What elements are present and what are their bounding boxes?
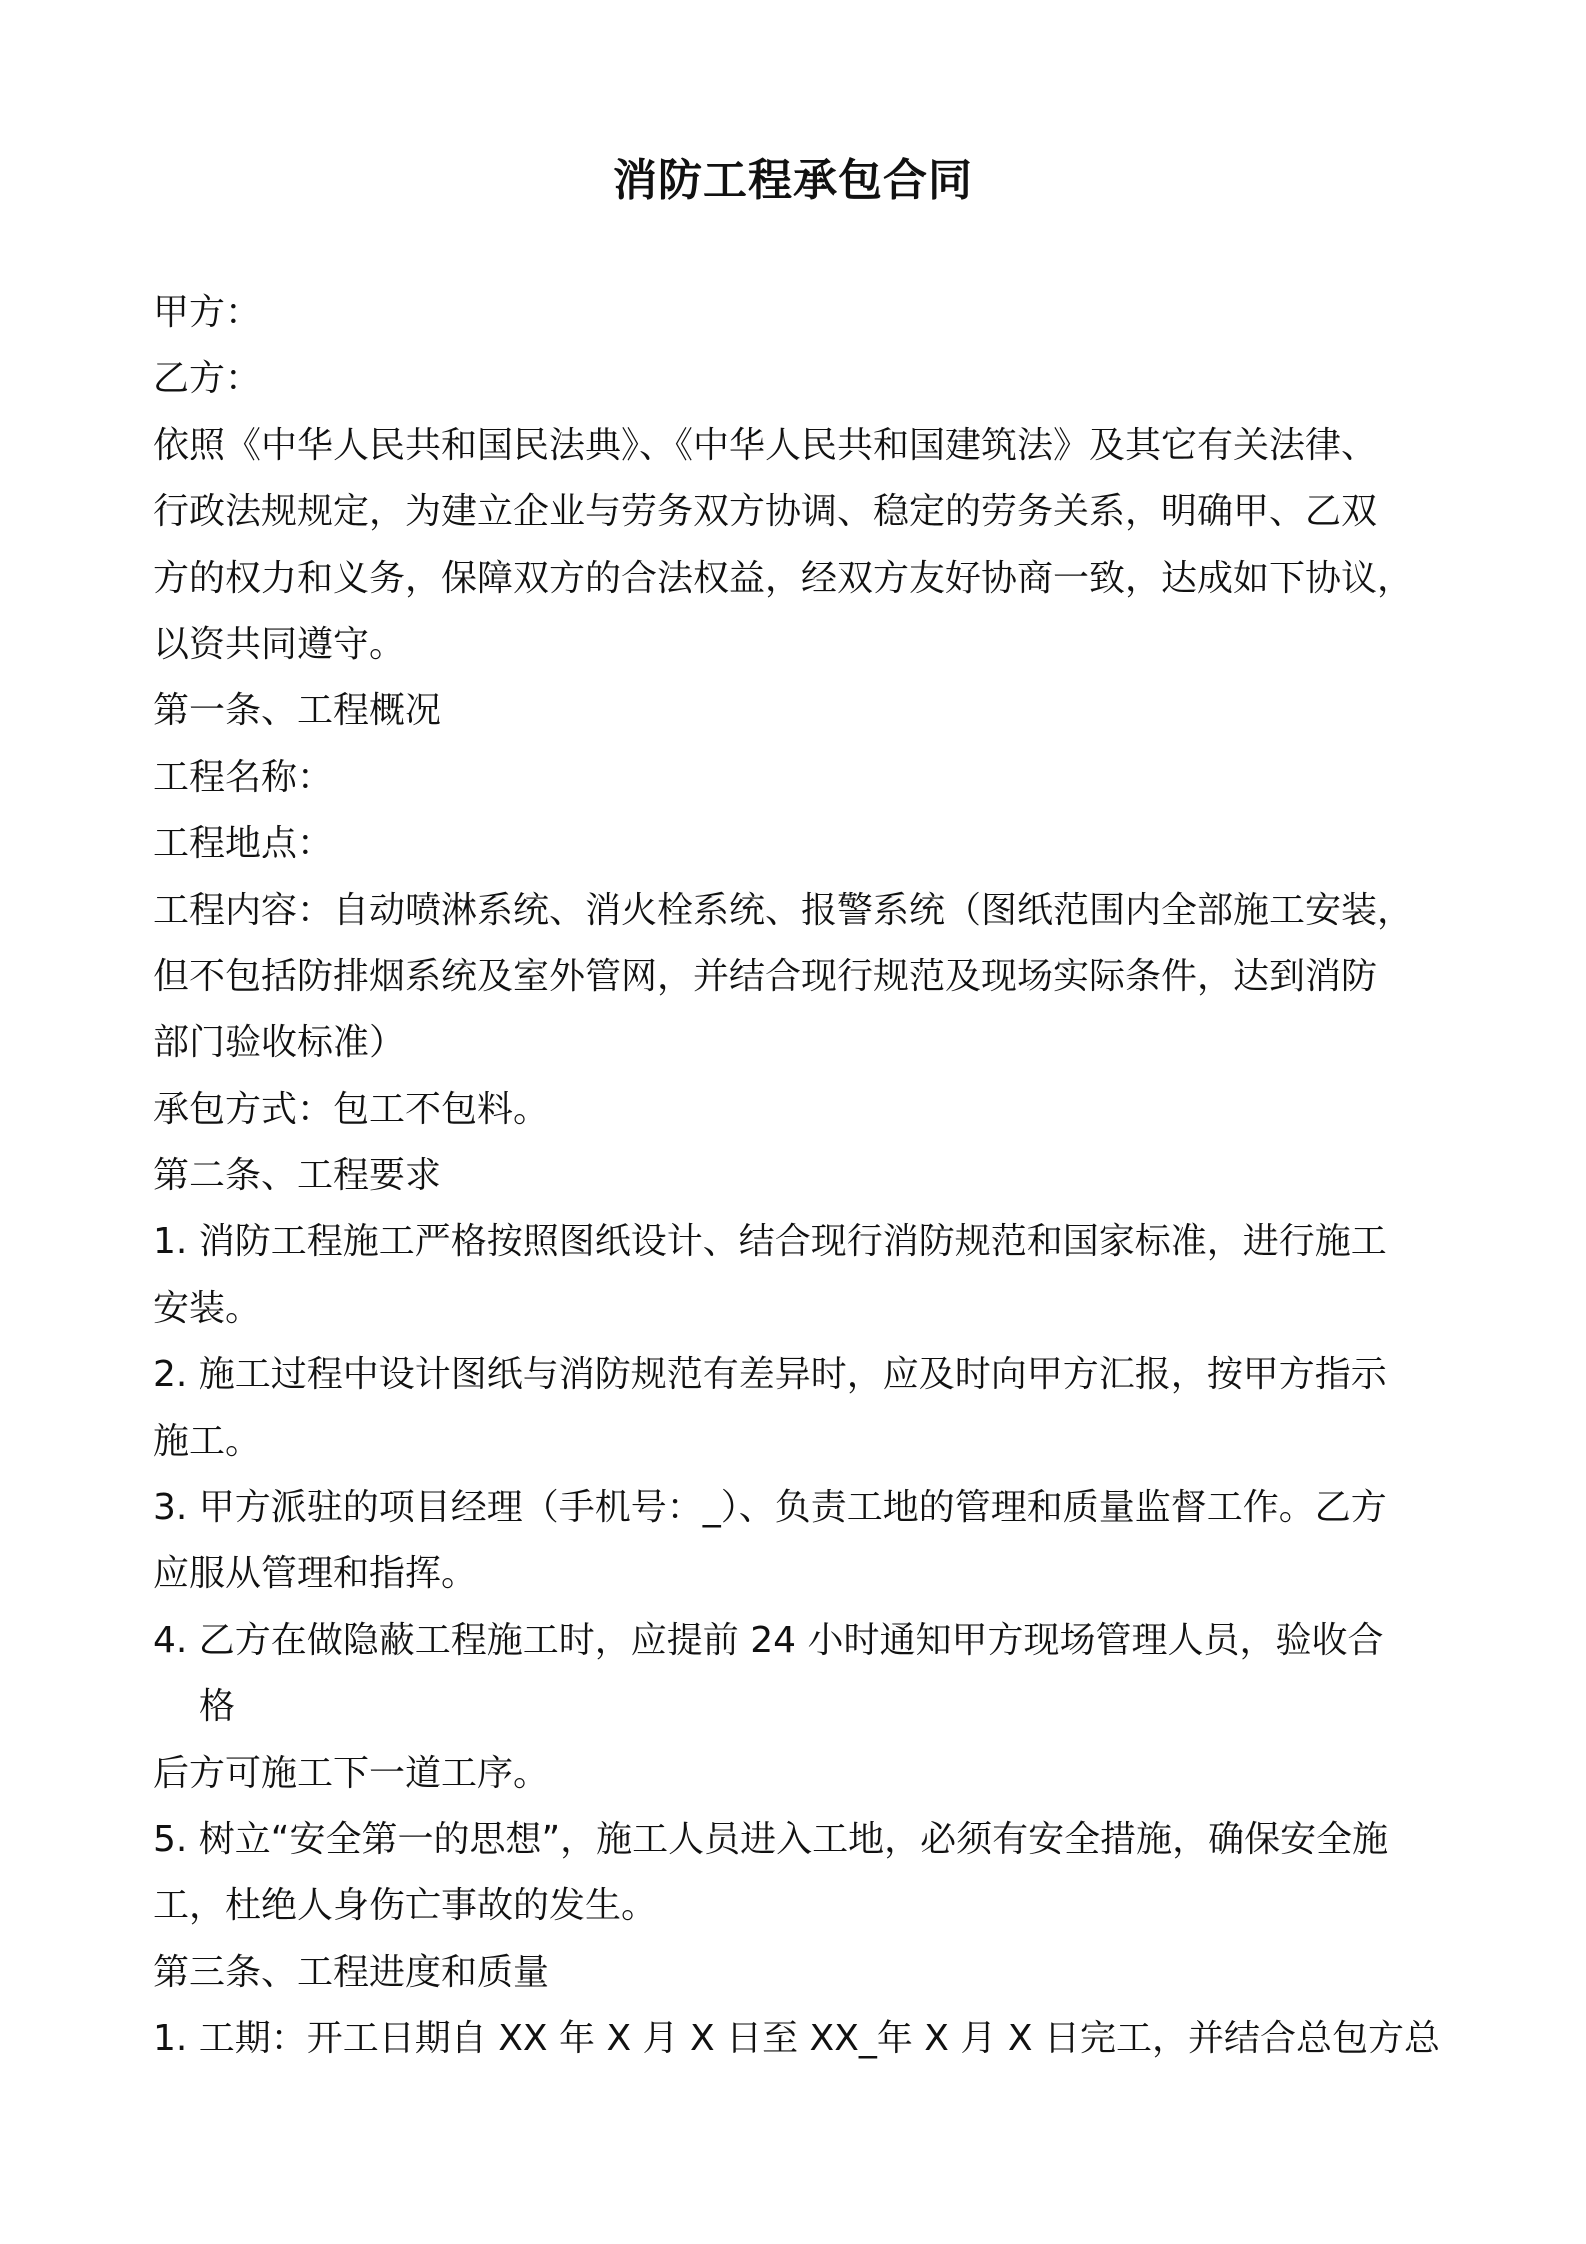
preamble-line-1: 依照《中华人民共和国民法典》、《中华人民共和国建筑法》及其它有关法律、 (153, 424, 1378, 466)
requirement-2-line-1: 2. 施工过程中设计图纸与消防规范有差异时，应及时向甲方汇报，按甲方指示 (153, 1354, 1387, 1396)
article-3-heading: 第三条、工程进度和质量 (153, 1951, 550, 1993)
requirement-3-line-1: 3. 甲方派驻的项目经理（手机号：_）、负责工地的管理和质量监督工作。乙方 (153, 1487, 1387, 1529)
requirement-3-line-2: 应服从管理和指挥。 (153, 1553, 478, 1595)
project-content-line-3: 部门验收标准） (153, 1022, 406, 1064)
requirement-4-line-2: 格 (199, 1686, 236, 1728)
article-1-heading: 第一条、工程概况 (153, 690, 442, 732)
party-b-line: 乙方： (153, 358, 262, 400)
project-content-line-1: 工程内容：自动喷淋系统、消火栓系统、报警系统（图纸范围内全部施工安装， (153, 889, 1414, 931)
project-content-line-2: 但不包括防排烟系统及室外管网，并结合现行规范及现场实际条件，达到消防 (153, 955, 1378, 997)
requirement-1-line-2: 安装。 (153, 1287, 262, 1329)
document-title: 消防工程承包合同 (613, 155, 973, 206)
preamble-line-2: 行政法规规定，为建立企业与劳务双方协调、稳定的劳务关系，明确甲、乙双 (153, 491, 1378, 533)
requirement-1-line-1: 1. 消防工程施工严格按照图纸设计、结合现行消防规范和国家标准，进行施工 (153, 1221, 1387, 1263)
party-a-line: 甲方： (153, 292, 262, 333)
requirement-4-line-1: 4. 乙方在做隐蔽工程施工时，应提前 24 小时通知甲方现场管理人员，验收合 (153, 1619, 1384, 1661)
contract-method-line: 承包方式：包工不包料。 (153, 1088, 550, 1130)
requirement-5-line-2: 工，杜绝人身伤亡事故的发生。 (153, 1885, 658, 1927)
project-location-line: 工程地点： (153, 823, 334, 865)
preamble-line-3: 方的权力和义务，保障双方的合法权益，经双方友好协商一致，达成如下协议， (153, 557, 1414, 599)
article-2-heading: 第二条、工程要求 (153, 1155, 442, 1197)
schedule-line-1: 1. 工期：开工日期自 XX 年 X 月 X 日至 XX_年 X 月 X 日完工，并结合总包方总 (153, 2018, 1440, 2060)
document-body (153, 280, 1453, 2073)
project-name-line: 工程名称： (153, 756, 334, 798)
preamble-line-4: 以资共同遵守。 (153, 623, 406, 665)
requirement-4-line-3: 后方可施工下一道工序。 (153, 1752, 550, 1794)
requirement-5-line-1: 5. 树立“安全第一的思想”，施工人员进入工地，必须有安全措施，确保安全施 (153, 1818, 1389, 1860)
requirement-2-line-2: 施工。 (153, 1420, 262, 1462)
